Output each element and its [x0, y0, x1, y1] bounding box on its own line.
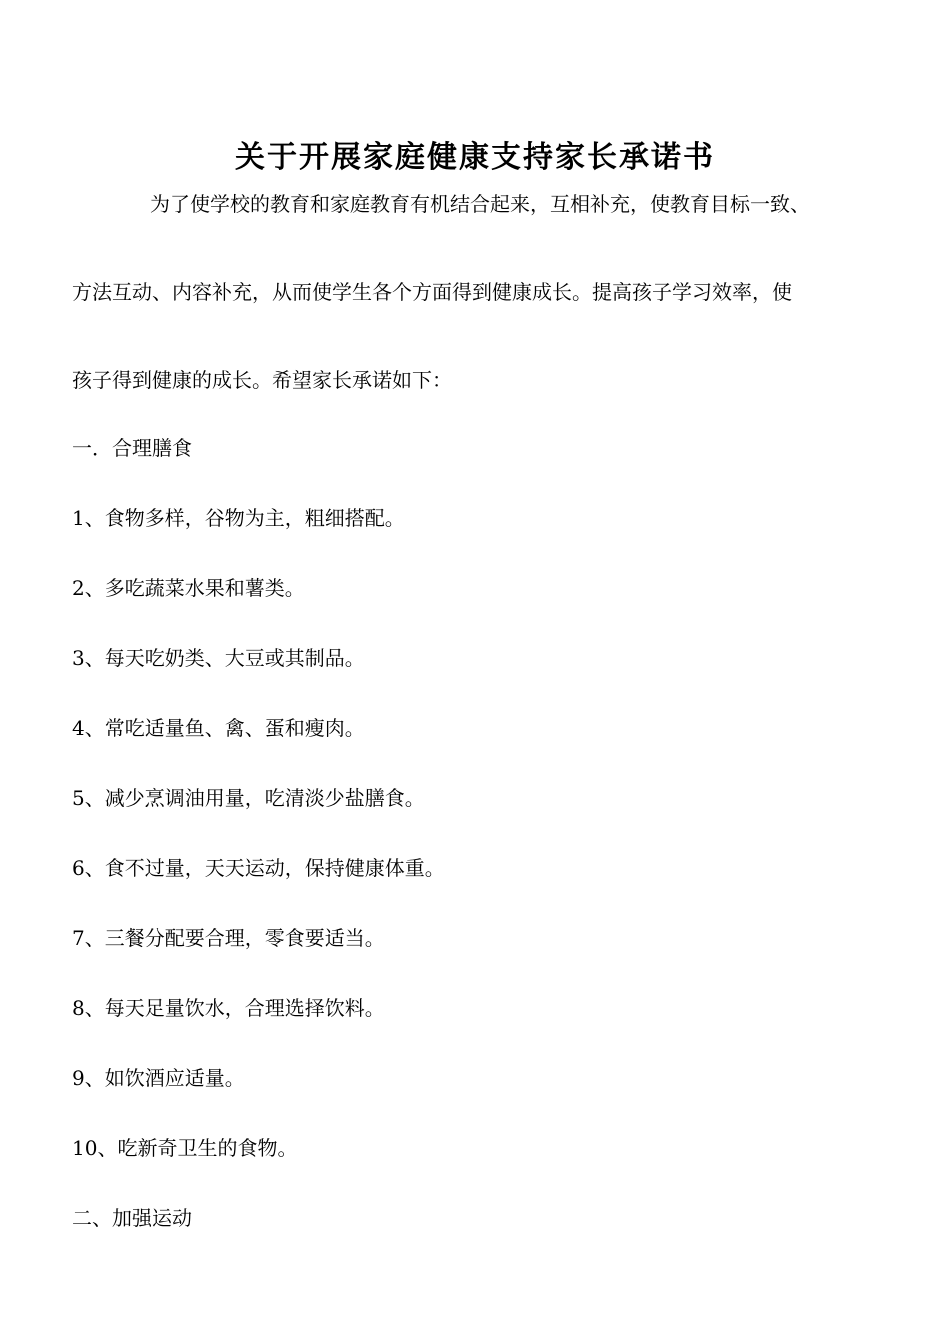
list-item: 2、多吃蔬菜水果和薯类。	[72, 576, 305, 600]
intro-line-2: 方法互动、内容补充，从而使学生各个方面得到健康成长。提高孩子学习效率，使	[72, 280, 792, 304]
list-item: 7、三餐分配要合理，零食要适当。	[72, 926, 385, 950]
list-item: 9、如饮酒应适量。	[72, 1066, 245, 1090]
list-item: 10、吃新奇卫生的食物。	[72, 1136, 298, 1160]
intro-line-1: 为了使学校的教育和家庭教育有机结合起来，互相补充，使教育目标一致、	[150, 192, 810, 216]
list-item: 8、每天足量饮水，合理选择饮料。	[72, 996, 385, 1020]
list-item: 5、减少烹调油用量，吃清淡少盐膳食。	[72, 786, 425, 810]
document-title: 关于开展家庭健康支持家长承诺书	[235, 140, 715, 175]
intro-line-3: 孩子得到健康的成长。希望家长承诺如下：	[72, 368, 452, 392]
section-heading-exercise: 二、加强运动	[72, 1206, 192, 1230]
list-item: 1、食物多样，谷物为主，粗细搭配。	[72, 506, 405, 530]
list-item: 4、常吃适量鱼、禽、蛋和瘦肉。	[72, 716, 365, 740]
list-item: 6、食不过量，天天运动，保持健康体重。	[72, 856, 445, 880]
list-item: 3、每天吃奶类、大豆或其制品。	[72, 646, 365, 670]
section-heading-diet: 一．合理膳食	[72, 436, 192, 460]
